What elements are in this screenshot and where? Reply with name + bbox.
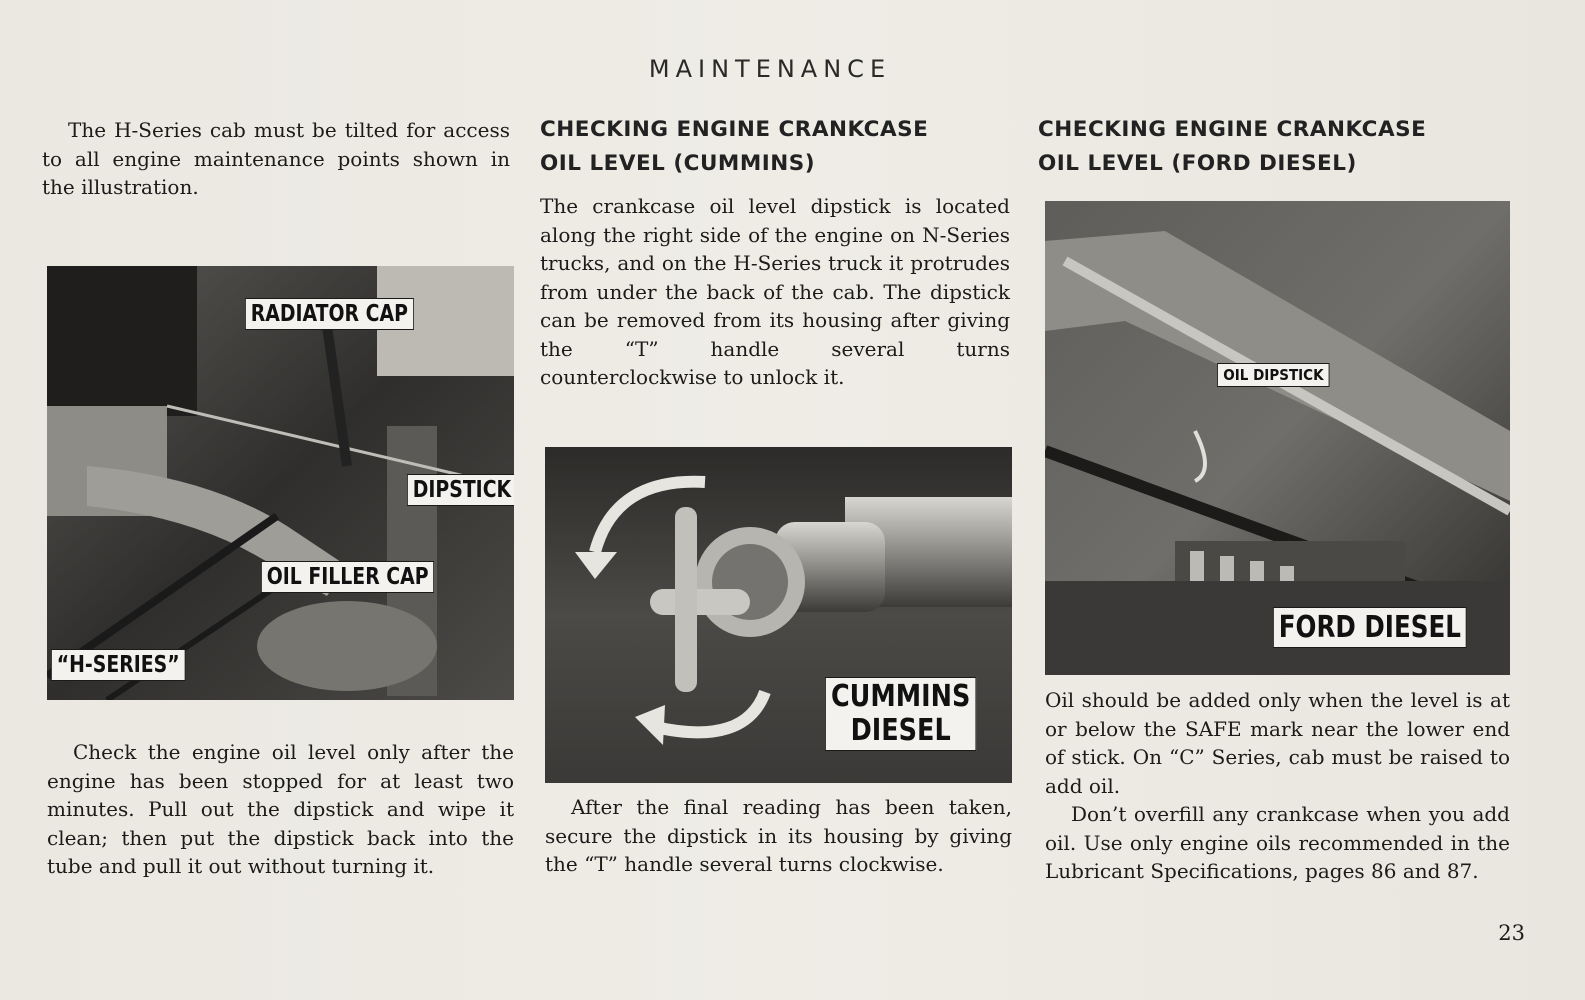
ford-diesel-engine-photo [1045, 201, 1510, 675]
col2-body2-text: After the final reading has been taken, secure the dipstick in its housing by giving the “T” handle several turns clockwise. [545, 795, 1012, 876]
col1-body-text: Check the engine oil level only after the engine has been stopped for at least two minutes. Pull out the dipstick and wipe it clean; then put the dipstick back into the tube and pull it out without turning it. [47, 740, 514, 878]
col3-paragraph-2: Don’t overfill any crankcase when you add oil. Use only engine oils recommended in the Lubricant Specifications, pages 86 and 87. [1045, 802, 1510, 883]
cummins-label-line1: CUMMINS [830, 679, 971, 714]
cummins-diesel-label [825, 677, 976, 751]
cummins-dipstick-illustration [545, 447, 1012, 783]
col2-heading [540, 113, 1010, 181]
col3-heading-line1: CHECKING ENGINE CRANKCASE [1038, 117, 1427, 142]
col1-intro-text: The H-Series cab must be tilted for access to all engine maintenance points shown in the illustration. [42, 118, 510, 199]
col3-paragraph-1: Oil should be added only when the level is at or below the SAFE mark near the lower end of stick. On “C” Series, cab must be raised to add oil. [1045, 688, 1510, 798]
col3-heading-line2: OIL LEVEL (FORD DIESEL) [1038, 151, 1357, 176]
col3-heading [1038, 113, 1508, 181]
h-series-engine-photo [47, 266, 514, 700]
oil-dipstick-label: OIL DIPSTICK [1217, 363, 1330, 387]
page-header: MAINTENANCE [648, 55, 892, 83]
col2-heading-line2: OIL LEVEL (CUMMINS) [540, 151, 816, 176]
radiator-cap-label: RADIATOR CAP [245, 298, 414, 330]
oil-filler-cap-label: OIL FILLER CAP [261, 561, 434, 593]
ford-diesel-label: FORD DIESEL [1273, 607, 1467, 648]
col2-heading-line1: CHECKING ENGINE CRANKCASE [540, 117, 929, 142]
page-number: 23 [1498, 921, 1525, 945]
col2-body-text: The crankcase oil level dipstick is located along the right side of the engine on N-Series trucks, and on the H-Series truck it protrudes from under the back of the cab. The dipstick can be removed from its housing after giving the “T” handle several turns counterclockwise to unlock it. [540, 194, 1010, 389]
dipstick-label: DIPSTICK [407, 474, 514, 506]
cummins-label-line2: DIESEL [850, 713, 951, 748]
col3-body-text [1045, 686, 1510, 886]
h-series-label: “H-SERIES” [51, 649, 185, 681]
